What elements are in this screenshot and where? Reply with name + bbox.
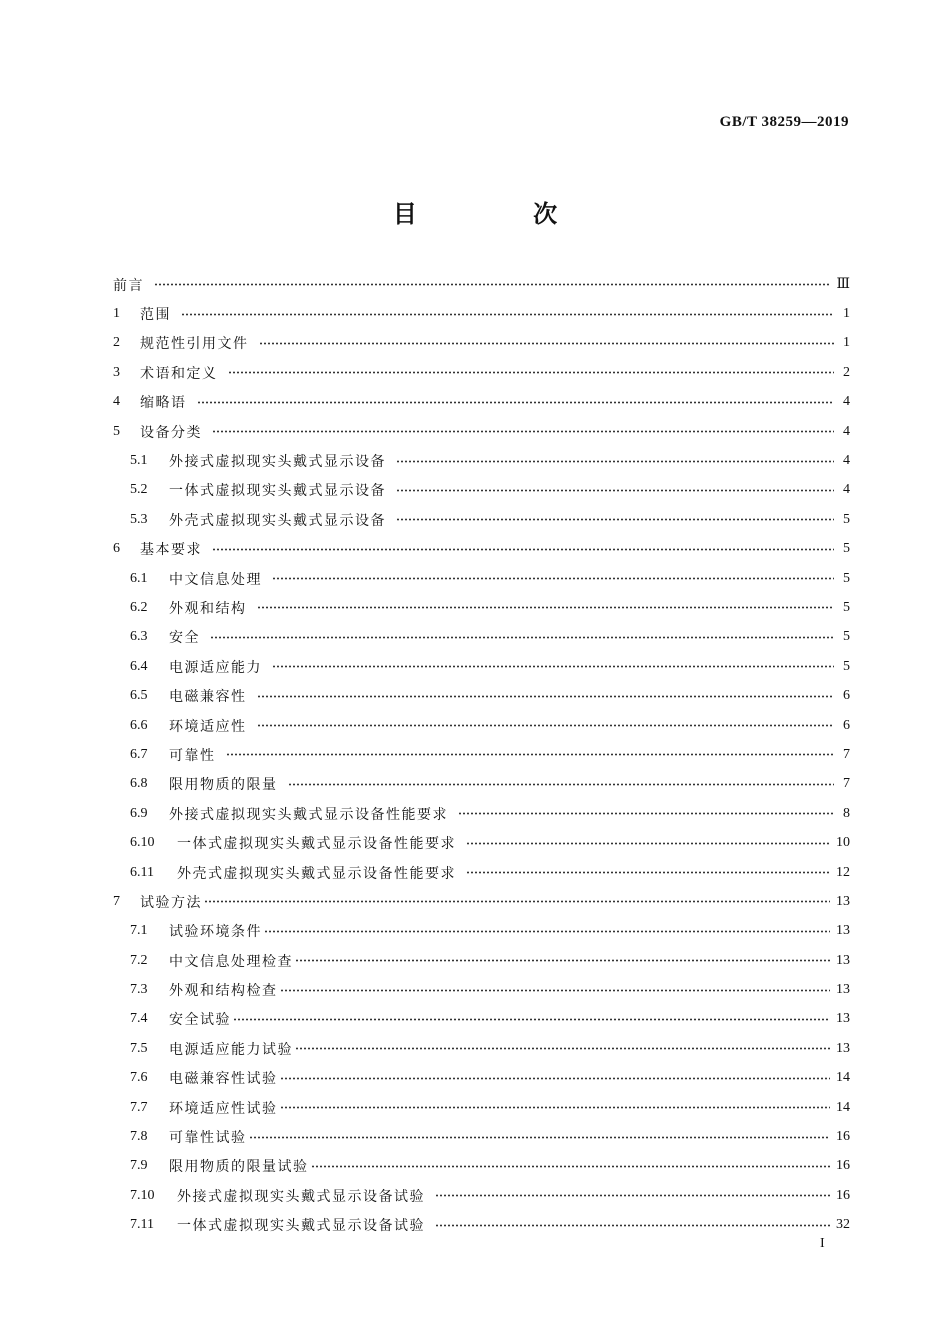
toc-entry-number: 6.8 [130,776,148,792]
toc-entry-number: 7.5 [130,1040,148,1056]
toc-entry-number: 5.1 [130,453,148,469]
toc-entry-page: 13 [836,1011,850,1027]
toc-dot-leader [204,900,830,903]
toc-dot-leader [264,930,830,933]
toc-entry-page: 13 [836,952,850,968]
toc-entry[interactable] [113,1152,850,1181]
toc-entry[interactable] [113,535,850,564]
toc-entry-number: 7.7 [130,1099,148,1115]
toc-dot-leader [257,695,835,698]
toc-entry-number: 7.3 [130,982,148,998]
toc-entry[interactable] [113,799,850,828]
toc-entry[interactable] [113,887,850,916]
toc-entry[interactable] [113,505,850,534]
toc-entry-label: 外接式虚拟现实头戴式显示设备 [169,454,386,471]
toc-entry[interactable] [113,770,850,799]
toc-entry-page: 5 [843,658,850,674]
toc-dot-leader [295,1047,830,1050]
toc-entry[interactable] [113,564,850,593]
toc-entry-page: 16 [836,1187,850,1203]
toc-dot-leader [226,753,835,756]
toc-entry-label: 缩略语 [140,395,187,412]
toc-entry-label: 试验环境条件 [169,924,262,941]
toc-entry-page: 12 [836,864,850,880]
toc-entry-page: 4 [843,394,850,410]
toc-entry-number: 6.1 [130,570,148,586]
toc-entry-label: 外观和结构检查 [169,983,278,1000]
toc-entry-number: 7.10 [130,1187,155,1203]
toc-entry-page: 7 [843,746,850,762]
toc-entry-label: 电磁兼容性试验 [169,1071,278,1088]
toc-entry-label: 试验方法 [140,894,202,911]
toc-entry-label: 电磁兼容性 [169,689,247,706]
toc-entry-label: 外壳式虚拟现实头戴式显示设备性能要求 [177,865,456,882]
toc-entry-number: 6.10 [130,835,155,851]
toc-dot-leader [396,460,834,463]
toc-entry-number: 5 [113,423,120,439]
toc-entry-page: 16 [836,1158,850,1174]
toc-entry[interactable] [113,858,850,887]
toc-entry[interactable] [113,828,850,857]
toc-entry-label: 术语和定义 [140,365,218,382]
toc-entry[interactable] [113,446,850,475]
toc-entry-number: 4 [113,394,120,410]
toc-dot-leader [280,1077,831,1080]
toc-dot-leader [181,313,834,316]
toc-entry[interactable] [113,593,850,622]
toc-dot-leader [210,636,834,639]
toc-entry-number: 6.11 [130,864,154,880]
toc-entry-number: 7.8 [130,1129,148,1145]
toc-entry-number: 7.6 [130,1070,148,1086]
toc-dot-leader [458,812,834,815]
toc-entry-label: 基本要求 [140,542,202,559]
toc-entry-page: 1 [843,335,850,351]
toc-entry-label: 安全 [169,630,200,647]
toc-entry-number: 7.1 [130,923,148,939]
toc-entry-label: 外接式虚拟现实头戴式显示设备试验 [177,1188,425,1205]
toc-entry-page: 13 [836,893,850,909]
toc-dot-leader [249,1136,831,1139]
toc-entry-page: 6 [843,717,850,733]
toc-entry[interactable] [113,652,850,681]
toc-entry[interactable] [113,623,850,652]
toc-entry[interactable] [113,975,850,1004]
toc-dot-leader [197,401,835,404]
toc-dot-leader [288,783,835,786]
toc-dot-leader [212,430,834,433]
toc-entry-number: 7.2 [130,952,148,968]
toc-entry-number: 7.11 [130,1217,154,1233]
toc-dot-leader [295,959,830,962]
toc-entry-number: 6.9 [130,805,148,821]
toc-entry-label: 限用物质的限量 [169,777,278,794]
toc-entry-page: 8 [843,805,850,821]
toc-entry[interactable] [113,417,850,446]
toc-dot-leader [272,665,834,668]
toc-entry-number: 6.2 [130,599,148,615]
toc-entry[interactable] [113,1181,850,1210]
toc-entry[interactable] [113,917,850,946]
toc-entry-page: 5 [843,541,850,557]
toc-entry-label: 外观和结构 [169,600,247,617]
toc-entry-page: Ⅲ [836,277,850,293]
toc-dot-leader [233,1018,830,1021]
toc-entry-page: 5 [843,511,850,527]
toc-entry-page: 14 [836,1070,850,1086]
toc-dot-leader [435,1194,830,1197]
toc-entry-page: 10 [836,835,850,851]
table-of-contents [113,270,850,1240]
toc-dot-leader [257,606,835,609]
toc-entry[interactable] [113,711,850,740]
toc-entry-label: 可靠性 [169,747,216,764]
toc-entry-page: 6 [843,688,850,704]
toc-entry-label: 限用物质的限量试验 [169,1159,309,1176]
toc-entry-number: 6.3 [130,629,148,645]
toc-dot-leader [280,1106,831,1109]
toc-entry-label: 外壳式虚拟现实头戴式显示设备 [169,512,386,529]
toc-entry-label: 中文信息处理检查 [169,953,293,970]
toc-entry-label: 一体式虚拟现实头戴式显示设备性能要求 [177,836,456,853]
toc-entry[interactable] [113,1005,850,1034]
toc-entry[interactable] [113,740,850,769]
toc-entry-label: 前言 [113,277,144,294]
toc-entry-number: 7.4 [130,1011,148,1027]
toc-entry[interactable] [113,946,850,975]
toc-entry[interactable] [113,270,850,299]
toc-entry[interactable] [113,358,850,387]
toc-entry-number: 5.2 [130,482,148,498]
toc-dot-leader [466,871,830,874]
toc-entry[interactable] [113,1122,850,1151]
toc-entry-label: 环境适应性试验 [169,1100,278,1117]
toc-entry[interactable] [113,476,850,505]
toc-dot-leader [212,548,834,551]
toc-entry-number: 1 [113,306,120,322]
toc-entry-page: 4 [843,423,850,439]
toc-entry-label: 电源适应能力试验 [169,1041,293,1058]
toc-entry-page: 1 [843,306,850,322]
toc-entry[interactable] [113,299,850,328]
toc-entry-number: 6.7 [130,746,148,762]
document-code: GB/T 38259—2019 [719,114,849,130]
toc-entry-number: 7 [113,893,120,909]
toc-dot-leader [228,371,835,374]
toc-entry-page: 14 [836,1099,850,1115]
toc-entry-number: 6.4 [130,658,148,674]
toc-dot-leader [280,989,831,992]
toc-entry-page: 13 [836,1040,850,1056]
toc-entry-page: 32 [836,1217,850,1233]
toc-entry-label: 电源适应能力 [169,659,262,676]
toc-entry-label: 可靠性试验 [169,1130,247,1147]
toc-entry-number: 6 [113,541,120,557]
toc-entry[interactable] [113,388,850,417]
toc-entry-number: 6.6 [130,717,148,733]
toc-entry-number: 5.3 [130,511,148,527]
toc-entry-label: 范围 [140,307,171,324]
toc-entry-page: 16 [836,1129,850,1145]
toc-entry-page: 4 [843,453,850,469]
page-title: 目 次 [392,199,612,228]
toc-entry-number: 7.9 [130,1158,148,1174]
toc-entry-number: 2 [113,335,120,351]
toc-entry-page: 4 [843,482,850,498]
toc-entry[interactable] [113,1211,850,1240]
toc-entry-page: 13 [836,982,850,998]
toc-entry-label: 一体式虚拟现实头戴式显示设备 [169,483,386,500]
toc-entry[interactable] [113,329,850,358]
toc-dot-leader [257,724,835,727]
toc-entry-page: 7 [843,776,850,792]
toc-entry-label: 设备分类 [140,424,202,441]
toc-entry[interactable] [113,681,850,710]
toc-entry-page: 13 [836,923,850,939]
toc-entry-label: 中文信息处理 [169,571,262,588]
toc-dot-leader [466,842,830,845]
toc-entry-page: 5 [843,599,850,615]
toc-entry-label: 外接式虚拟现实头戴式显示设备性能要求 [169,806,448,823]
toc-entry-label: 安全试验 [169,1012,231,1029]
toc-entry-label: 规范性引用文件 [140,336,249,353]
toc-entry-page: 5 [843,570,850,586]
toc-dot-leader [272,577,834,580]
toc-entry[interactable] [113,1093,850,1122]
toc-dot-leader [435,1224,830,1227]
toc-entry-number: 6.5 [130,688,148,704]
page-number: I [820,1236,825,1251]
toc-entry[interactable] [113,1064,850,1093]
toc-entry-page: 5 [843,629,850,645]
toc-dot-leader [259,342,835,345]
toc-entry-label: 一体式虚拟现实头戴式显示设备试验 [177,1218,425,1235]
toc-dot-leader [311,1165,831,1168]
toc-entry-label: 环境适应性 [169,718,247,735]
toc-entry[interactable] [113,1034,850,1063]
toc-entry-page: 2 [843,364,850,380]
toc-entry-number: 3 [113,364,120,380]
toc-dot-leader [154,283,830,286]
toc-dot-leader [396,518,834,521]
toc-dot-leader [396,489,834,492]
